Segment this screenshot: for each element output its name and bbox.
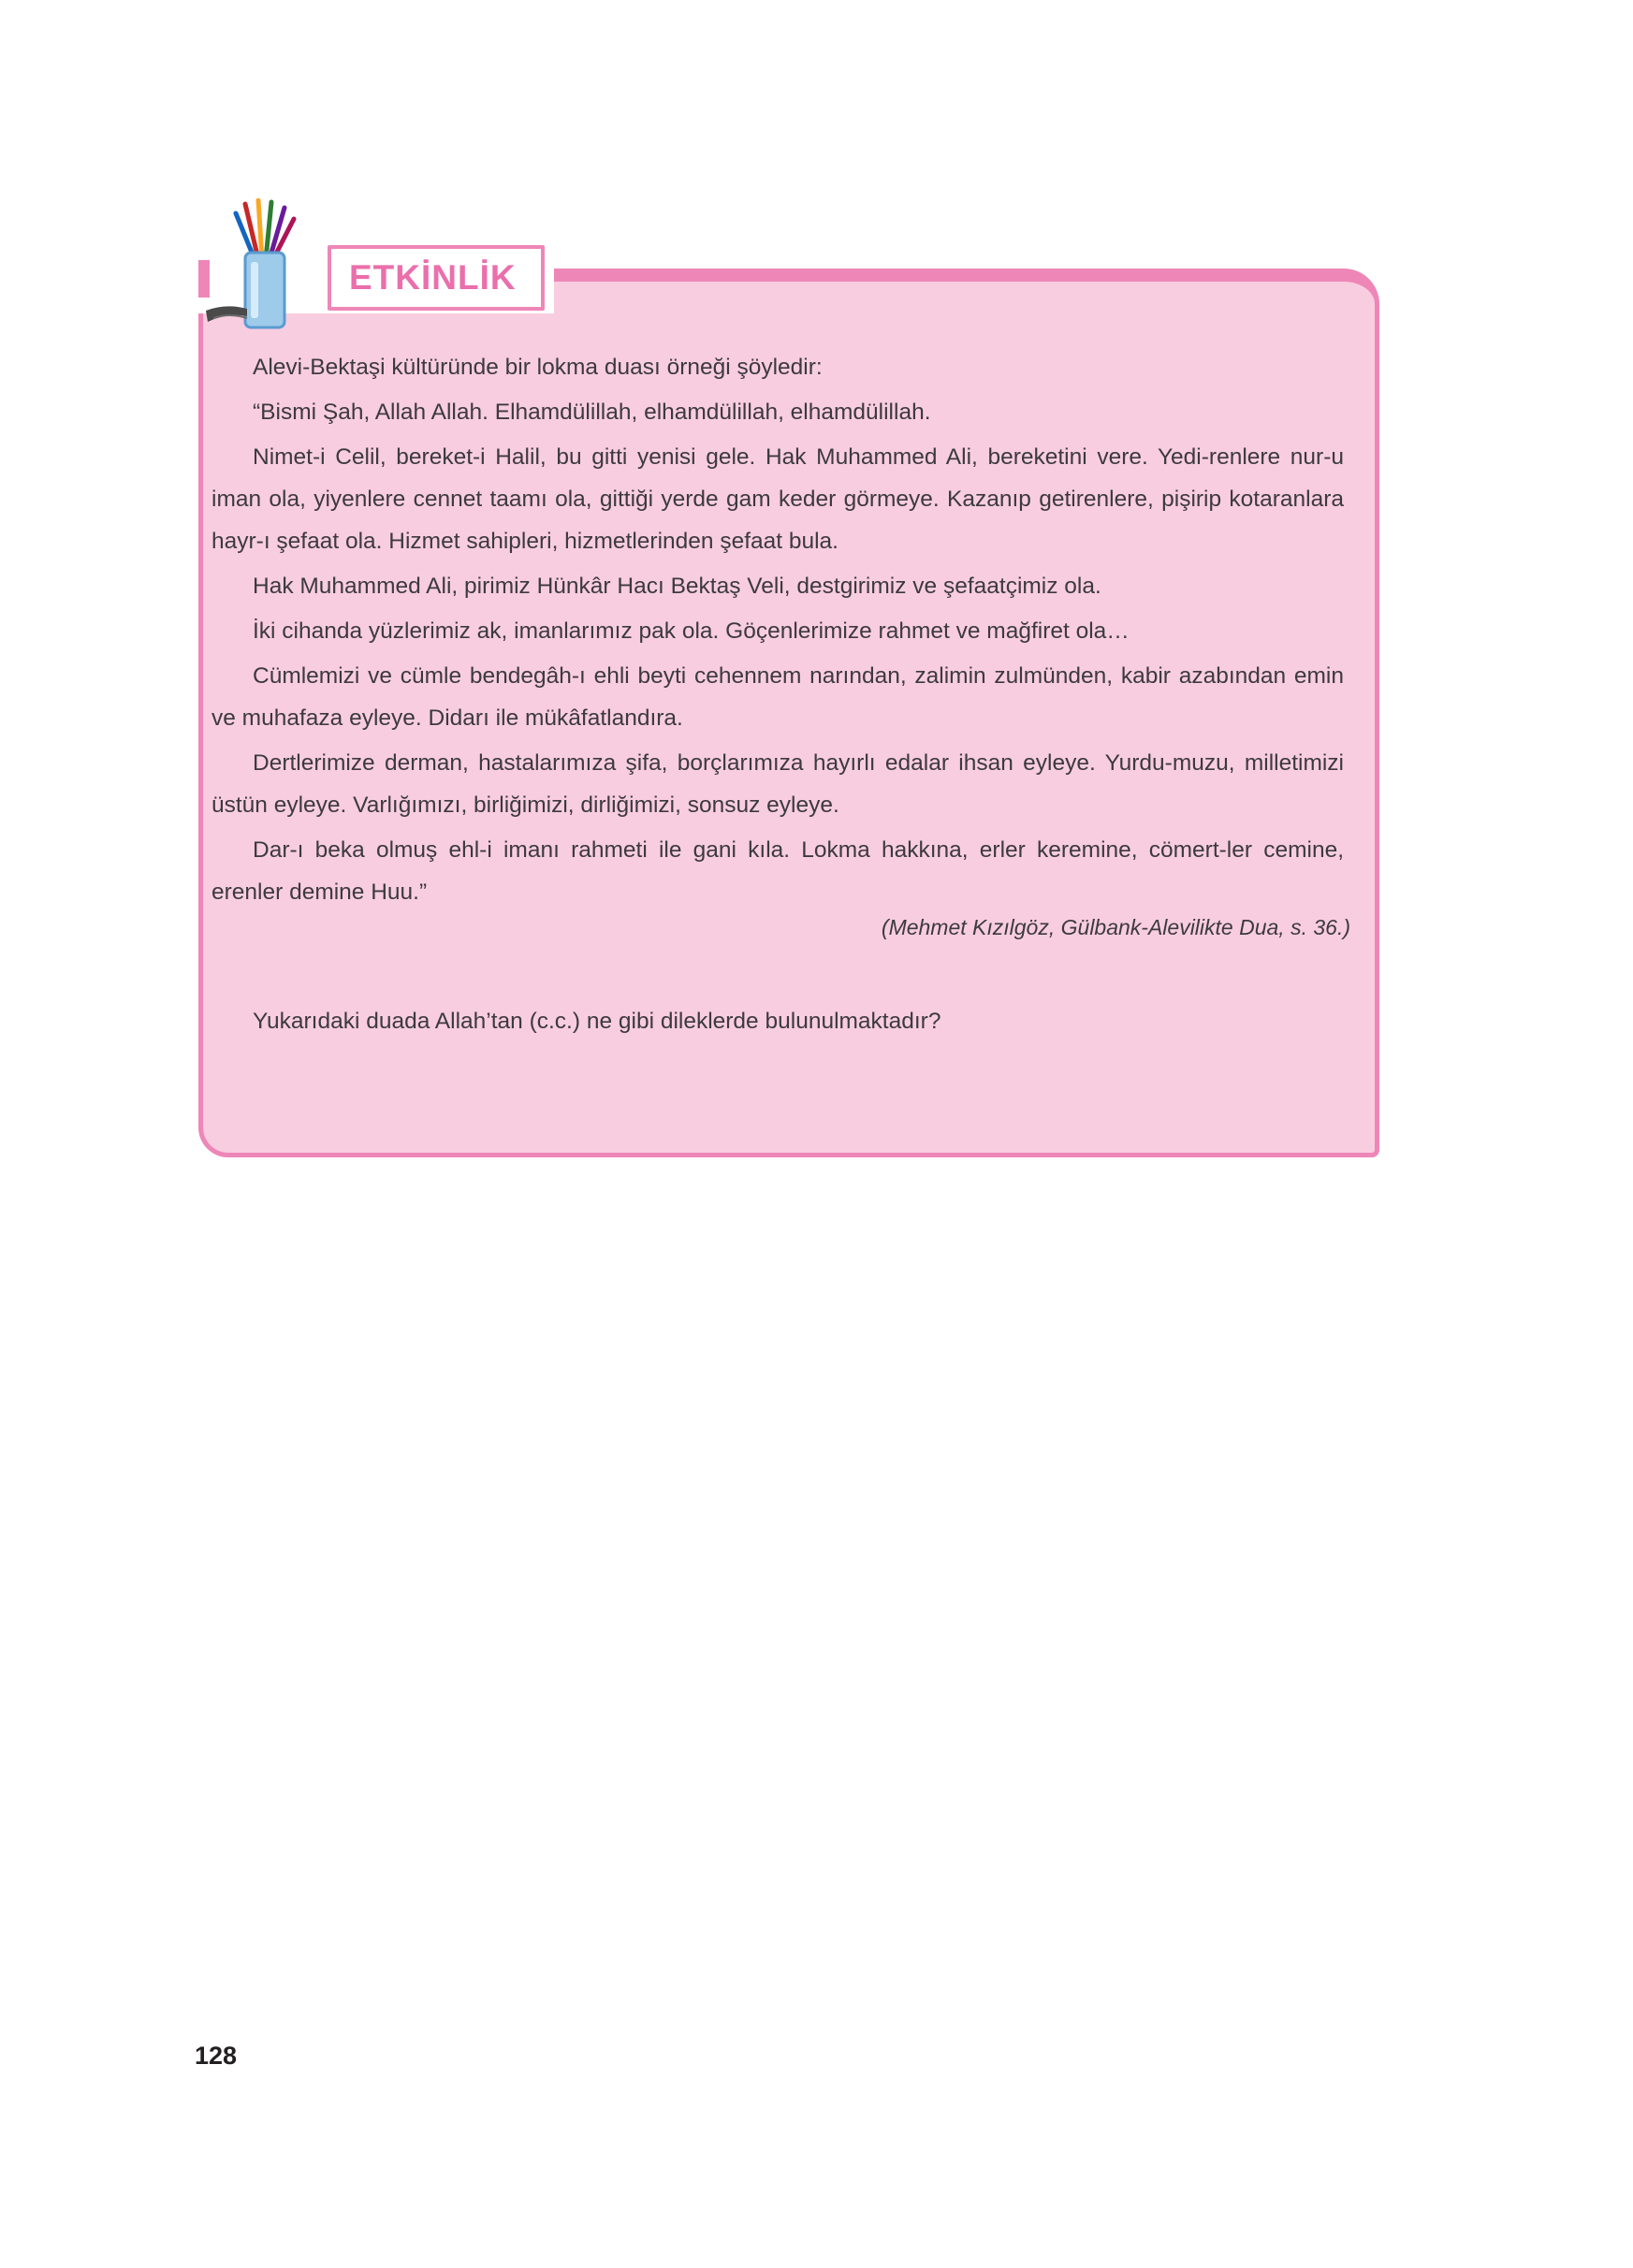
activity-content bbox=[211, 346, 1344, 916]
activity-question: Yukarıdaki duada Allah’tan (c.c.) ne gibi dileklerde bulunulmaktadır? bbox=[253, 1009, 941, 1034]
prayer-paragraph: Cümlemizi ve cümle bendegâh-ı ehli beyti cehennem narından, zalimin zulmünden, kabir azabından emin ve muhafaza eyleye. Didarı ile mükâfatlandıra. bbox=[211, 663, 1344, 731]
page-number: 128 bbox=[195, 2042, 238, 2070]
prayer-paragraph: “Bismi Şah, Allah Allah. Elhamdülillah, elhamdülillah, elhamdülillah. bbox=[253, 400, 931, 425]
intro-line: Alevi-Bektaşi kültüründe bir lokma duası örneği şöyledir: bbox=[253, 355, 823, 380]
activity-tab-label: ETKİNLİK bbox=[349, 258, 517, 297]
prayer-paragraph: Hak Muhammed Ali, pirimiz Hünkâr Hacı Bektaş Veli, destgirimiz ve şefaatçimiz ola. bbox=[253, 574, 1101, 599]
prayer-paragraph: Nimet-i Celil, bereket-i Halil, bu gitti yenisi gele. Hak Muhammed Ali, bereketini vere. Yedi-renlere nur-u iman ola, yiyenlere cennet taamı ola, gittiği yerde gam keder görmeye. Kazanıp getirenlere, pişirip kotaranlara hayr-ı şefaat ola. Hizmet sahipleri, hizmetlerinden şefaat bula. bbox=[211, 444, 1344, 554]
pencil-cup-icon bbox=[204, 198, 307, 339]
citation: (Mehmet Kızılgöz, Gülbank-Alevilikte Dua, s. 36.) bbox=[881, 915, 1350, 939]
prayer-paragraph: Dar-ı beka olmuş ehl-i imanı rahmeti ile gani kıla. Lokma hakkına, erler keremine, cömert-ler cemine, erenler demine Huu.” bbox=[211, 837, 1344, 905]
prayer-paragraph: Dertlerimize derman, hastalarımıza şifa, borçlarımıza hayırlı edalar ihsan eyleye. Yurdu-muzu, milletimizi üstün eyleye. Varlığımızı, birliğimizi, dirliğimizi, sonsuz eyleye. bbox=[211, 750, 1344, 818]
prayer-paragraph: İki cihanda yüzlerimiz ak, imanlarımız pak ola. Göçenlerimize rahmet ve mağfiret ola… bbox=[253, 618, 1130, 644]
